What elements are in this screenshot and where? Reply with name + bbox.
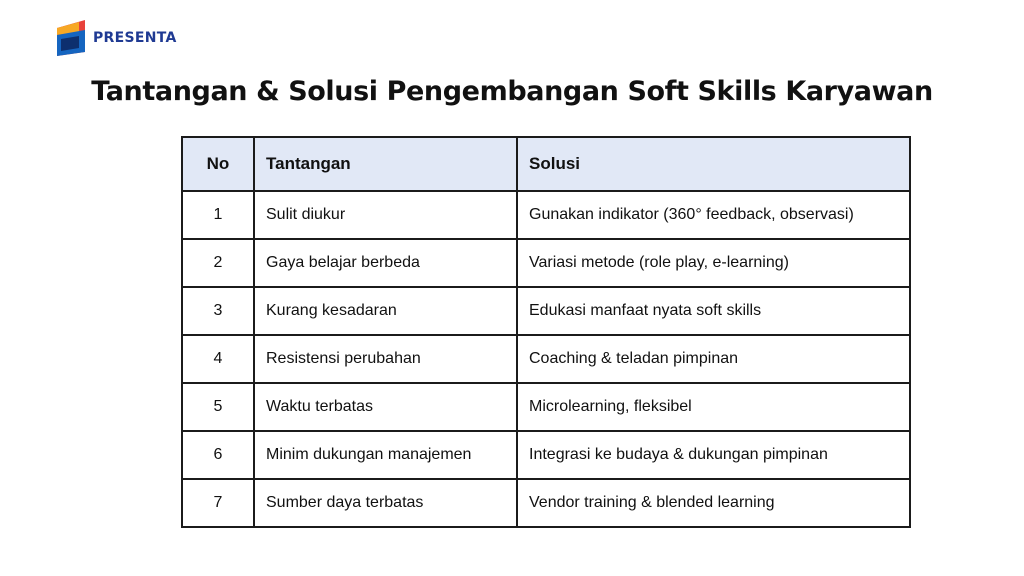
challenge-cell: Minim dukungan manajemen <box>254 431 517 479</box>
page-title: Tantangan & Solusi Pengembangan Soft Skills Karyawan <box>91 76 933 107</box>
row-number: 2 <box>182 239 254 287</box>
solution-cell: Microlearning, fleksibel <box>517 383 910 431</box>
challenge-cell: Resistensi perubahan <box>254 335 517 383</box>
solution-cell: Coaching & teladan pimpinan <box>517 335 910 383</box>
solution-cell: Variasi metode (role play, e-learning) <box>517 239 910 287</box>
brand-name: PRESENTA <box>93 30 177 46</box>
table-row <box>182 239 910 287</box>
header-solution: Solusi <box>517 137 910 191</box>
table-row <box>182 335 910 383</box>
challenge-cell: Gaya belajar berbeda <box>254 239 517 287</box>
presenta-logo <box>55 18 177 58</box>
row-number: 3 <box>182 287 254 335</box>
row-number: 7 <box>182 479 254 527</box>
solution-cell: Integrasi ke budaya & dukungan pimpinan <box>517 431 910 479</box>
solution-cell: Vendor training & blended learning <box>517 479 910 527</box>
header-no: No <box>182 137 254 191</box>
table-header-row <box>182 137 910 191</box>
row-number: 5 <box>182 383 254 431</box>
challenge-cell: Kurang kesadaran <box>254 287 517 335</box>
presenta-logo-icon <box>55 18 89 58</box>
row-number: 4 <box>182 335 254 383</box>
table-row <box>182 287 910 335</box>
challenges-solutions-table <box>181 136 911 528</box>
table-row <box>182 479 910 527</box>
solution-cell: Gunakan indikator (360° feedback, observasi) <box>517 191 910 239</box>
challenge-cell: Sumber daya terbatas <box>254 479 517 527</box>
challenge-cell: Waktu terbatas <box>254 383 517 431</box>
challenge-cell: Sulit diukur <box>254 191 517 239</box>
table-row <box>182 431 910 479</box>
table-row <box>182 191 910 239</box>
header-challenge: Tantangan <box>254 137 517 191</box>
row-number: 6 <box>182 431 254 479</box>
solution-cell: Edukasi manfaat nyata soft skills <box>517 287 910 335</box>
row-number: 1 <box>182 191 254 239</box>
table-row <box>182 383 910 431</box>
